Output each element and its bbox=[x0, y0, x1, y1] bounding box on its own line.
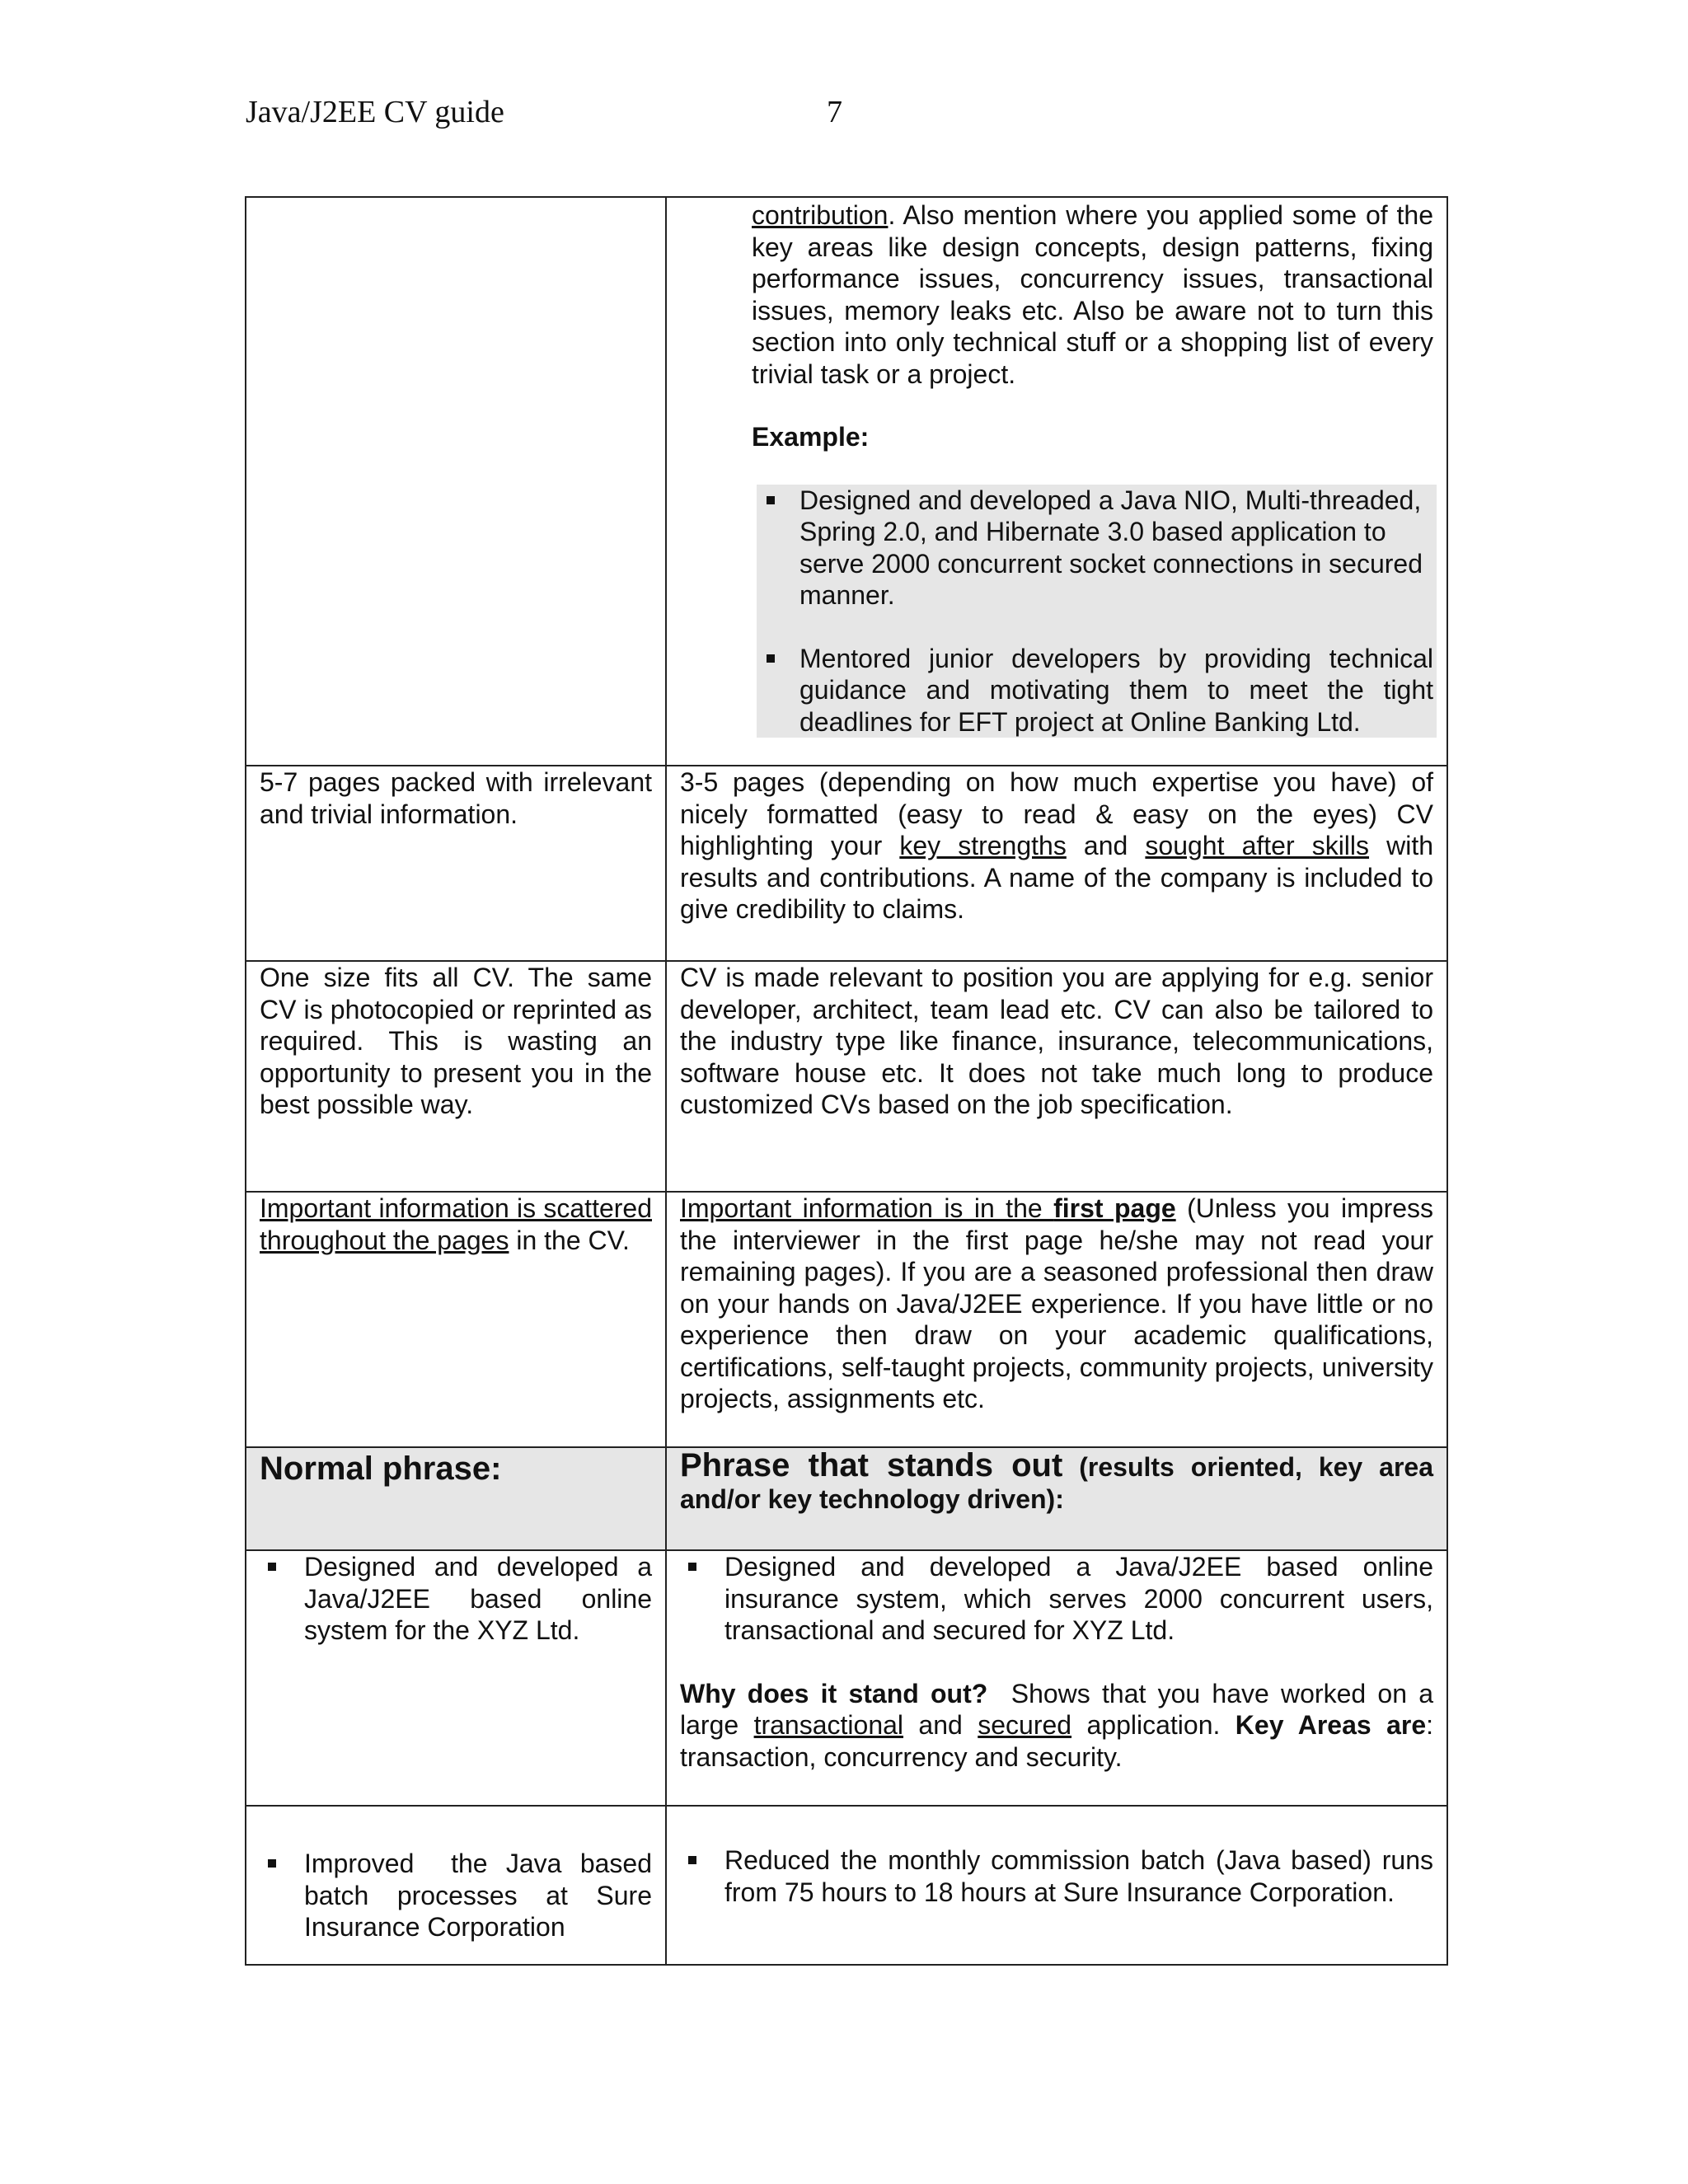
list-item: Designed and developed a Java/J2EE based online system for the XYZ Ltd. bbox=[260, 1551, 652, 1647]
square-bullet-icon bbox=[688, 1856, 696, 1864]
list-item: Reduced the monthly commission batch (Java based) runs from 75 hours to 18 hours at Sure Insurance Corporation. bbox=[680, 1844, 1433, 1908]
table-row-header bbox=[246, 1447, 1447, 1550]
cell-left-pages: 5-7 pages packed with irrelevant and trivial information. bbox=[246, 766, 666, 961]
cell-right-continuation bbox=[666, 197, 1447, 766]
cell-right-example-1 bbox=[666, 1550, 1447, 1806]
list-item: Mentored junior developers by providing technical guidance and motivating them to meet the tight deadlines for EFT project at Online Banking Ltd. bbox=[757, 643, 1433, 738]
running-header-title: Java/J2EE CV guide bbox=[246, 95, 504, 129]
cell-right-pages: 3-5 pages (depending on how much expertise you have) of nicely formatted (easy to read & easy on the eyes) CV highlighting your key strengths and sought after skills with results and contributions. A name of the company is included to give credibility to claims. bbox=[666, 766, 1447, 961]
page-number: 7 bbox=[827, 95, 842, 129]
table-row-info bbox=[246, 1192, 1447, 1447]
cell-left-size: One size fits all CV. The same CV is photocopied or reprinted as required. This is wasting an opportunity to present you in the best possible way. bbox=[246, 961, 666, 1192]
example-label: Example: bbox=[752, 422, 870, 452]
continuation-paragraph: contribution. Also mention where you applied some of the key areas like design concepts, design patterns, fixing performance issues, concurrency issues, transactional issues, memory leaks etc. Also be aware not to turn this section into only technical stuff or a shopping list of every trivial task or a project. bbox=[752, 200, 1433, 389]
cell-right-example-2 bbox=[666, 1806, 1447, 1965]
table-row-example-2 bbox=[246, 1806, 1447, 1965]
table-row-example-1 bbox=[246, 1550, 1447, 1806]
table-row-continuation bbox=[246, 197, 1447, 766]
cell-right-info: Important information is in the first page (Unless you impress the interviewer in the first page he/she may not read your remaining pages). If you are a seasoned professional then draw on your hands on Java/J2EE experience. If you have little or no experience then draw on your academic qualifications, certifications, self-taught projects, community projects, university projects, assignments etc. bbox=[666, 1192, 1447, 1447]
cell-right-header: Phrase that stands out (results oriented, key area and/or key technology driven): bbox=[666, 1447, 1447, 1550]
example-bullet-list bbox=[757, 485, 1433, 738]
cell-left-example-2 bbox=[246, 1806, 666, 1965]
why-stand-out-paragraph: Why does it stand out? Shows that you have worked on a large transactional and secured application. Key Areas are: transaction, concurrency and security. bbox=[680, 1678, 1441, 1772]
square-bullet-icon bbox=[688, 1563, 696, 1571]
cell-left-example-1 bbox=[246, 1550, 666, 1806]
list-item: Improved the Java based batch processes at Sure Insurance Corporation bbox=[260, 1848, 652, 1943]
table-row-pages bbox=[246, 766, 1447, 961]
cv-comparison-table bbox=[245, 196, 1448, 1966]
square-bullet-icon bbox=[268, 1859, 276, 1868]
square-bullet-icon bbox=[767, 496, 775, 504]
table-row-size bbox=[246, 961, 1447, 1192]
square-bullet-icon bbox=[268, 1563, 276, 1571]
cell-left-empty bbox=[246, 197, 666, 766]
cell-left-header: Normal phrase: bbox=[246, 1447, 666, 1550]
list-item: Designed and developed a Java/J2EE based online insurance system, which serves 2000 concurrent users, transactional and secured for XYZ Ltd. bbox=[680, 1551, 1433, 1647]
contribution-link-text: contribution bbox=[752, 200, 889, 230]
cell-right-size: CV is made relevant to position you are applying for e.g. senior developer, architect, team lead etc. CV can also be tailored to the industry type like finance, insurance, telecommunications, software house etc. It does not take much long to produce customized CVs based on the job specification. bbox=[666, 961, 1447, 1192]
cell-left-info: Important information is scattered throughout the pages in the CV. bbox=[246, 1192, 666, 1447]
list-item: Designed and developed a Java NIO, Multi-threaded, Spring 2.0, and Hibernate 3.0 based application to serve 2000 concurrent socket connections in secured manner. bbox=[757, 485, 1433, 612]
square-bullet-icon bbox=[767, 654, 775, 663]
example-shaded-box bbox=[757, 485, 1437, 738]
